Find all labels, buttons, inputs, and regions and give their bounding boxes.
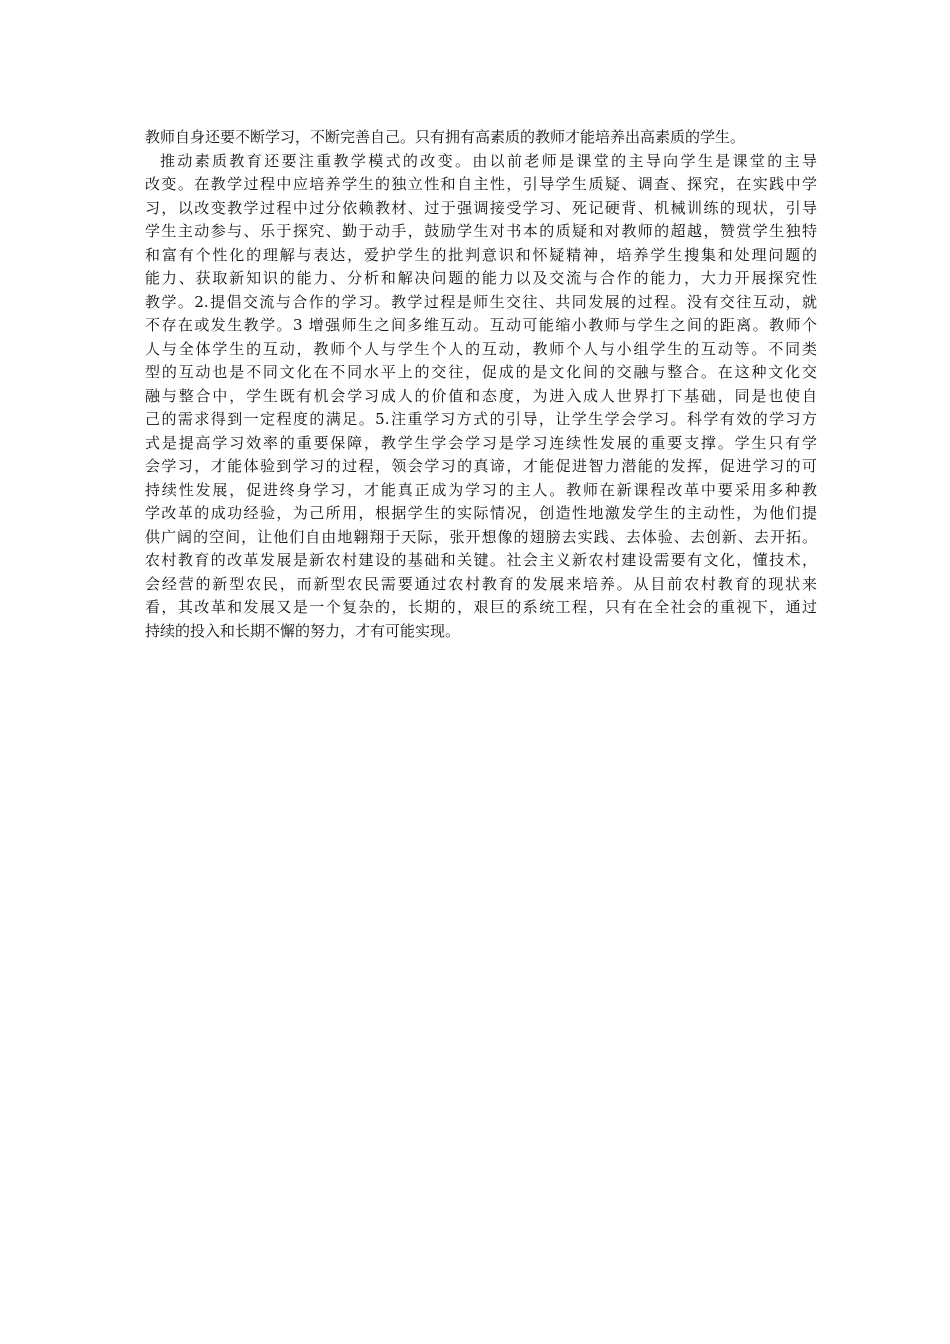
body-text [145,126,817,643]
text-line: 融与整合中，学生既有机会学习成人的价值和态度，为进入成人世界打下基础，同是也使自 [145,386,817,405]
text-line: 教学。2.提倡交流与合作的学习。教学过程是师生交往、共同发展的过程。没有交往互动，就 [145,292,817,311]
text-line: 改变。在教学过程中应培养学生的独立性和自主性，引导学生质疑、调查、探究，在实践中学 [145,175,817,193]
text-line: 学生主动参与、乐于探究、勤于动手，鼓励学生对书本的质疑和对教师的超越，赞赏学生独特 [145,222,817,240]
text-line: 教师自身还要不断学习，不断完善自己。只有拥有高素质的教师才能培养出高素质的学生。 [145,128,746,146]
text-line: 学改革的成功经验，为己所用，根据学生的实际情况，创造性地激发学生的主动性，为他们提 [145,504,817,522]
text-line: 供广阔的空间，让他们自由地翱翔于天际，张开想像的翅膀去实践、去体验、去创新、去开拓。 [145,527,817,546]
text-line: 型的互动也是不同文化在不同水平上的交往，促成的是文化间的交融与整合。在这种文化交 [145,363,817,381]
text-line: 不存在或发生教学。3 增强师生之间多维互动。互动可能缩小教师与学生之间的距离。教师个 [145,316,817,334]
text-line: 己的需求得到一定程度的满足。5.注重学习方式的引导，让学生学会学习。科学有效的学习方 [145,410,817,428]
text-line: 推动素质教育还要注重教学模式的改变。由以前老师是课堂的主导向学生是课堂的主导 [160,151,817,170]
text-line: 看，其改革和发展又是一个复杂的，长期的，艰巨的系统工程，只有在全社会的重视下，通过 [145,598,817,616]
text-line: 持续的投入和长期不懈的努力，才有可能实现。 [145,621,461,640]
text-line: 持续性发展，促进终身学习，才能真正成为学习的主人。教师在新课程改革中要采用多种教 [145,480,817,499]
text-line: 习，以改变教学过程中过分依赖教材、过于强调接受学习、死记硬背、机械训练的现状，引导 [145,198,817,217]
text-line: 式是提高学习效率的重要保障，教学生学会学习是学习连续性发展的重要支撑。学生只有学 [145,433,817,452]
text-line: 农村教育的改革发展是新农村建设的基础和关键。社会主义新农村建设需要有文化，懂技术， [145,551,817,569]
text-line: 和富有个性化的理解与表达，爱护学生的批判意识和怀疑精神，培养学生搜集和处理问题的 [145,245,817,264]
text-line: 会经营的新型农民，而新型农民需要通过农村教育的发展来培养。从目前农村教育的现状来 [145,574,817,593]
text-line: 人与全体学生的互动，教师个人与学生个人的互动，教师个人与小组学生的互动等。不同类 [145,339,817,358]
text-line: 会学习，才能体验到学习的过程，领会学习的真谛，才能促进智力潜能的发挥，促进学习的可 [145,457,817,475]
text-line: 能力、获取新知识的能力、分析和解决问题的能力以及交流与合作的能力，大力开展探究性 [145,269,817,287]
